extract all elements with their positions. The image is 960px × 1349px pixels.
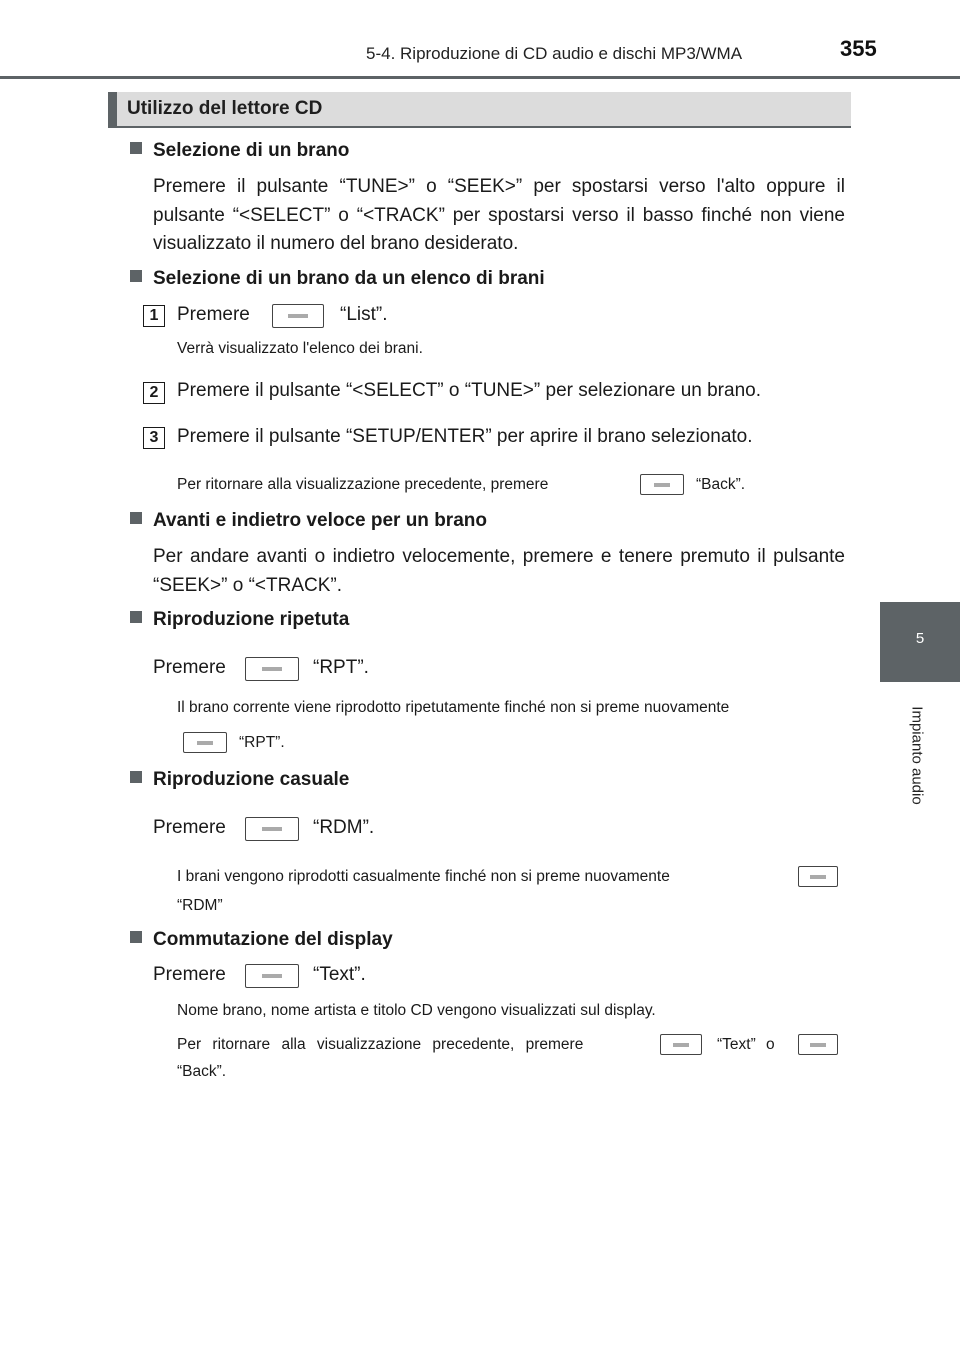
back-button-icon	[798, 1034, 838, 1055]
rdm-button-icon	[798, 866, 838, 887]
display-note-1: Nome brano, nome artista e titolo CD vengono visualizzati sul display.	[177, 1002, 656, 1019]
heading-list-selection	[130, 268, 545, 290]
step-3-text: Premere il pulsante “SETUP/ENTER” per aprire il brano selezionato.	[177, 426, 753, 447]
random-pre: Premere	[153, 817, 226, 838]
repeat-note-line1: Il brano corrente viene riprodotto ripetutamente finché non si preme nuovamente	[177, 699, 730, 716]
display-post: “Text”.	[313, 964, 366, 985]
step-number-2: 2	[143, 382, 165, 404]
bullet-square-icon	[130, 931, 142, 943]
step-number-3: 3	[143, 427, 165, 449]
step-2-text: Premere il pulsante “<SELECT” o “TUNE>” per selezionare un brano.	[177, 380, 761, 401]
step-3-note-post: “Back”.	[696, 476, 746, 493]
repeat-note-line2: “RPT”.	[239, 734, 285, 751]
heading-track-selection	[130, 140, 349, 162]
chapter-tab: 5	[880, 602, 960, 682]
rpt-button-icon	[245, 657, 299, 681]
list-button-icon	[272, 304, 324, 328]
heading-text: Commutazione del display	[153, 929, 393, 950]
section-title-box	[108, 92, 851, 128]
chapter-tab-label-text: Impianto audio	[908, 705, 926, 805]
heading-display	[130, 929, 393, 951]
heading-random	[130, 769, 349, 791]
step-3-note-pre: Per ritornare alla visualizzazione precedente, premere	[177, 476, 549, 493]
display-note-2-line2: “Back”.	[177, 1063, 227, 1080]
heading-text: Riproduzione casuale	[153, 769, 350, 790]
bullet-square-icon	[130, 771, 142, 783]
text-button-icon	[245, 964, 299, 988]
bullet-square-icon	[130, 270, 142, 282]
random-note-line2: “RDM”	[177, 897, 223, 914]
repeat-pre: Premere	[153, 657, 226, 678]
step-number-1: 1	[143, 305, 165, 327]
bullet-square-icon	[130, 512, 142, 524]
rdm-button-icon	[245, 817, 299, 841]
header-rule	[0, 76, 960, 79]
step-1-note: Verrà visualizzato l'elenco dei brani.	[177, 340, 423, 357]
heading-repeat	[130, 609, 349, 631]
bullet-square-icon	[130, 142, 142, 154]
repeat-post: “RPT”.	[313, 657, 369, 678]
chapter-tab-label	[903, 690, 931, 820]
display-note-2-mid: “Text” o	[717, 1036, 775, 1053]
random-note-line1: I brani vengono riprodotti casualmente finché non si preme nuovamente	[177, 868, 670, 885]
heading-text: Avanti e indietro veloce per un brano	[153, 510, 487, 531]
heading-fast-forward	[130, 510, 487, 532]
chapter-header: 5-4. Riproduzione di CD audio e dischi MP3/WMA	[366, 44, 743, 63]
heading-text: Riproduzione ripetuta	[153, 609, 350, 630]
step-1-post: “List”.	[340, 304, 388, 325]
step-1-pre: Premere	[177, 304, 250, 325]
section-title: Utilizzo del lettore CD	[127, 98, 323, 119]
page-number: 355	[840, 36, 877, 61]
random-post: “RDM”.	[313, 817, 375, 838]
display-pre: Premere	[153, 964, 226, 985]
heading-text: Selezione di un brano da un elenco di brani	[153, 268, 545, 289]
display-note-2-pre: Per ritornare alla visualizzazione precedente, premere	[177, 1036, 584, 1053]
text-button-icon	[660, 1034, 702, 1055]
rpt-button-icon	[183, 732, 227, 753]
bullet-square-icon	[130, 611, 142, 623]
paragraph-fast-forward: Per andare avanti o indietro velocemente, premere e tenere premuto il pulsante “SEEK>” o “<TRACK”.	[153, 546, 845, 596]
paragraph-track-selection: Premere il pulsante “TUNE>” o “SEEK>” per spostarsi verso l'alto oppure il pulsante “<SELECT” o “<TRACK” per spostarsi verso il basso finché non viene visualizzato il numero del brano desiderato.	[153, 176, 845, 254]
heading-text: Selezione di un brano	[153, 140, 350, 161]
back-button-icon	[640, 474, 684, 495]
